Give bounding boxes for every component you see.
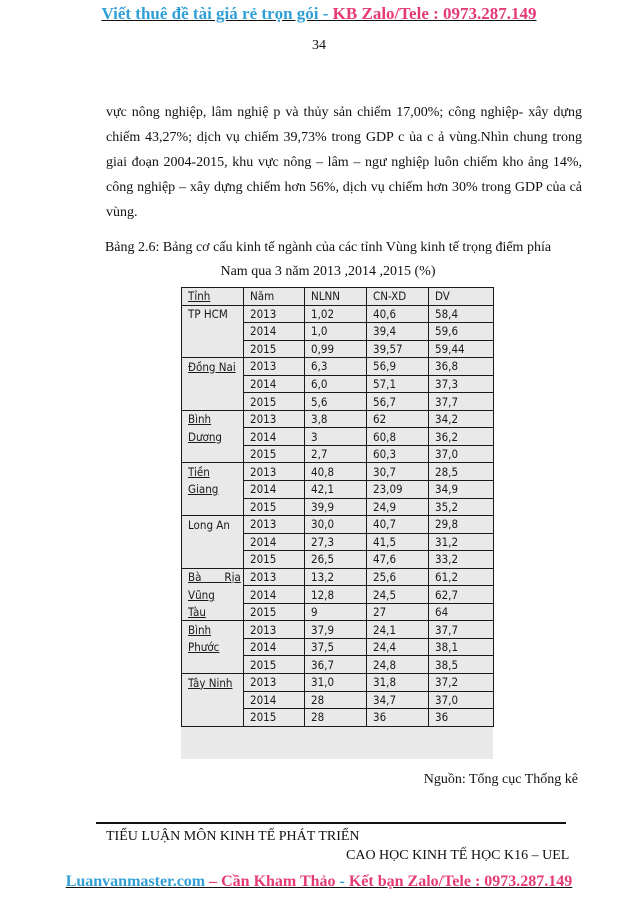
value-cell: 31,2 [429, 533, 494, 551]
value-cell: 24,9 [367, 498, 429, 516]
year-cell: 2015 [244, 445, 305, 463]
year-cell: 2013 [244, 305, 305, 323]
value-cell: 26,5 [305, 551, 367, 569]
value-cell: 60,3 [367, 445, 429, 463]
value-cell: 58,4 [429, 305, 494, 323]
bottom-banner[interactable] [0, 873, 638, 891]
province-cell: Đồng Nai [182, 358, 244, 376]
value-cell: 37,0 [429, 445, 494, 463]
value-cell: 37,3 [429, 375, 494, 393]
table-row [182, 586, 494, 604]
province-cell: Phước [182, 638, 244, 656]
value-cell: 56,7 [367, 393, 429, 411]
value-cell: 40,8 [305, 463, 367, 481]
table-row [182, 305, 494, 323]
table-row [182, 428, 494, 446]
paragraph-line: vùng. [106, 205, 138, 220]
banner-service-text[interactable]: Viết thuê đề tài giá rẻ trọn gói [101, 4, 319, 23]
table-header-row [182, 288, 494, 306]
value-cell: 56,9 [367, 358, 429, 376]
value-cell: 42,1 [305, 481, 367, 499]
value-cell: 57,1 [367, 375, 429, 393]
value-cell: 40,7 [367, 516, 429, 534]
value-cell: 38,5 [429, 656, 494, 674]
table-row [182, 481, 494, 499]
value-cell: 9 [305, 603, 367, 621]
value-cell: 37,7 [429, 621, 494, 639]
value-cell: 3,8 [305, 410, 367, 428]
value-cell: 37,9 [305, 621, 367, 639]
value-cell: 29,8 [429, 516, 494, 534]
value-cell: 37,2 [429, 674, 494, 692]
value-cell: 28 [305, 709, 367, 727]
year-cell: 2014 [244, 533, 305, 551]
value-cell: 3 [305, 428, 367, 446]
value-cell: 34,2 [429, 410, 494, 428]
value-cell: 36,2 [429, 428, 494, 446]
banner-site-link[interactable]: Luanvanmaster.com [65, 873, 206, 890]
footer-course-title: TIỂU LUẬN MÔN KINH TẾ PHÁT TRIỂN [106, 829, 360, 844]
value-cell: 37,0 [429, 691, 494, 709]
province-cell [182, 393, 244, 411]
value-cell: 60,8 [367, 428, 429, 446]
value-cell: 0,99 [305, 340, 367, 358]
table-row [182, 410, 494, 428]
table-row [182, 568, 494, 586]
year-cell: 2015 [244, 709, 305, 727]
table-row [182, 463, 494, 481]
value-cell: 62,7 [429, 586, 494, 604]
value-cell: 36 [367, 709, 429, 727]
table-row [182, 340, 494, 358]
value-cell: 5,6 [305, 393, 367, 411]
value-cell: 27 [367, 603, 429, 621]
banner-separator: – [205, 873, 222, 890]
value-cell: 36,7 [305, 656, 367, 674]
banner-separator: - [318, 4, 333, 23]
body-paragraph [106, 100, 582, 225]
table-row [182, 709, 494, 727]
caption-line-1: Bảng 2.6: Bảng cơ cấu kinh tế ngành của các tỉnh Vùng kinh tế trọng điểm phía [104, 240, 552, 255]
table-row [182, 621, 494, 639]
value-cell: 62 [367, 410, 429, 428]
year-cell: 2015 [244, 551, 305, 569]
year-cell: 2014 [244, 586, 305, 604]
table-row [182, 323, 494, 341]
banner-contact-text[interactable]: KB Zalo/Tele : 0973.287.149 [332, 4, 537, 23]
value-cell: 37,5 [305, 638, 367, 656]
province-cell: Tàu [182, 603, 244, 621]
value-cell: 47,6 [367, 551, 429, 569]
year-cell: 2015 [244, 656, 305, 674]
value-cell: 37,7 [429, 393, 494, 411]
value-cell: 31,8 [367, 674, 429, 692]
province-cell [182, 375, 244, 393]
year-cell: 2013 [244, 410, 305, 428]
banner-reference-text[interactable]: Cần Kham Thảo [221, 873, 336, 890]
year-cell: 2015 [244, 340, 305, 358]
value-cell: 12,8 [305, 586, 367, 604]
year-cell: 2014 [244, 375, 305, 393]
value-cell: 24,4 [367, 638, 429, 656]
value-cell: 64 [429, 603, 494, 621]
table-row [182, 358, 494, 376]
page-number: 34 [312, 38, 326, 53]
table-row [182, 393, 494, 411]
value-cell: 6,0 [305, 375, 367, 393]
column-header: Năm [244, 288, 305, 306]
value-cell: 30,0 [305, 516, 367, 534]
value-cell: 35,2 [429, 498, 494, 516]
year-cell: 2013 [244, 516, 305, 534]
province-cell: Bình [182, 410, 244, 428]
year-cell: 2014 [244, 481, 305, 499]
province-cell [182, 323, 244, 341]
province-cell: Tây Ninh [182, 674, 244, 692]
province-cell [182, 691, 244, 709]
province-cell: Bà Rịa [182, 568, 244, 586]
value-cell: 23,09 [367, 481, 429, 499]
table-row [182, 533, 494, 551]
value-cell: 30,7 [367, 463, 429, 481]
value-cell: 13,2 [305, 568, 367, 586]
footer-divider [96, 822, 566, 824]
year-cell: 2014 [244, 638, 305, 656]
table-row [182, 638, 494, 656]
year-cell: 2014 [244, 428, 305, 446]
province-cell: Long An [182, 516, 244, 534]
value-cell: 39,4 [367, 323, 429, 341]
caption-line-2: Nam qua 3 năm 2013 ,2014 ,2015 (%) [220, 264, 436, 279]
value-cell: 6,3 [305, 358, 367, 376]
table-row [182, 375, 494, 393]
province-cell: Dương [182, 428, 244, 446]
paragraph-line: vực nông nghiệp, lâm nghiệ p và thủy sản chiếm 17,00%; công nghiệp- xây dựng [106, 105, 582, 120]
value-cell: 36,8 [429, 358, 494, 376]
province-cell [182, 551, 244, 569]
data-table [181, 287, 494, 727]
table-row [182, 691, 494, 709]
table-row [182, 603, 494, 621]
value-cell: 24,1 [367, 621, 429, 639]
value-cell: 24,8 [367, 656, 429, 674]
value-cell: 34,9 [429, 481, 494, 499]
province-cell [182, 445, 244, 463]
paragraph-line: giai đoạn 2004-2015, khu vực nông – lâm – ngư nghiệp luôn chiếm kho ảng 14%, [106, 155, 582, 170]
value-cell: 40,6 [367, 305, 429, 323]
footer-program: CAO HỌC KINH TẾ HỌC K16 – UEL [346, 848, 570, 863]
value-cell: 36 [429, 709, 494, 727]
table-row [182, 656, 494, 674]
province-cell: Vũng [182, 586, 244, 604]
year-cell: 2013 [244, 674, 305, 692]
value-cell: 24,5 [367, 586, 429, 604]
economic-structure-table [181, 287, 493, 759]
value-cell: 39,57 [367, 340, 429, 358]
value-cell: 28 [305, 691, 367, 709]
table-row [182, 445, 494, 463]
value-cell: 33,2 [429, 551, 494, 569]
year-cell: 2014 [244, 691, 305, 709]
value-cell: 25,6 [367, 568, 429, 586]
value-cell: 38,1 [429, 638, 494, 656]
value-cell: 2,7 [305, 445, 367, 463]
year-cell: 2013 [244, 358, 305, 376]
year-cell: 2013 [244, 568, 305, 586]
value-cell: 39,9 [305, 498, 367, 516]
value-cell: 1,02 [305, 305, 367, 323]
province-cell: Tiền [182, 463, 244, 481]
province-cell [182, 340, 244, 358]
province-cell [182, 709, 244, 727]
table-row [182, 551, 494, 569]
value-cell: 59,6 [429, 323, 494, 341]
year-cell: 2015 [244, 498, 305, 516]
paragraph-line: công nghiệp – xây dựng chiếm hơn 56%, dịch vụ chiếm hơn 30% trong GDP của cả [106, 180, 582, 195]
value-cell: 27,3 [305, 533, 367, 551]
table-row [182, 516, 494, 534]
value-cell: 41,5 [367, 533, 429, 551]
year-cell: 2014 [244, 323, 305, 341]
province-cell [182, 498, 244, 516]
value-cell: 1,0 [305, 323, 367, 341]
province-cell: Bình [182, 621, 244, 639]
banner-separator: - [335, 873, 349, 890]
value-cell: 31,0 [305, 674, 367, 692]
table-row [182, 498, 494, 516]
value-cell: 61,2 [429, 568, 494, 586]
province-cell [182, 656, 244, 674]
banner-contact-text[interactable]: Kết bạn Zalo/Tele : 0973.287.149 [348, 873, 573, 890]
province-cell: Giang [182, 481, 244, 499]
year-cell: 2015 [244, 393, 305, 411]
year-cell: 2015 [244, 603, 305, 621]
value-cell: 34,7 [367, 691, 429, 709]
value-cell: 28,5 [429, 463, 494, 481]
value-cell: 59,44 [429, 340, 494, 358]
paragraph-line: chiếm 43,27%; dịch vụ chiếm 39,73% trong GDP c ủa c ả vùng.Nhìn chung trong [106, 130, 582, 145]
source-note: Nguồn: Tổng cục Thống kê [423, 772, 578, 787]
column-header: DV [429, 288, 494, 306]
province-cell: TP HCM [182, 305, 244, 323]
column-header: CN-XD [367, 288, 429, 306]
top-banner[interactable] [0, 4, 638, 24]
table-caption [90, 236, 566, 284]
province-cell [182, 533, 244, 551]
table-row [182, 674, 494, 692]
column-header: NLNN [305, 288, 367, 306]
year-cell: 2013 [244, 463, 305, 481]
year-cell: 2013 [244, 621, 305, 639]
column-header: Tỉnh [182, 288, 244, 306]
